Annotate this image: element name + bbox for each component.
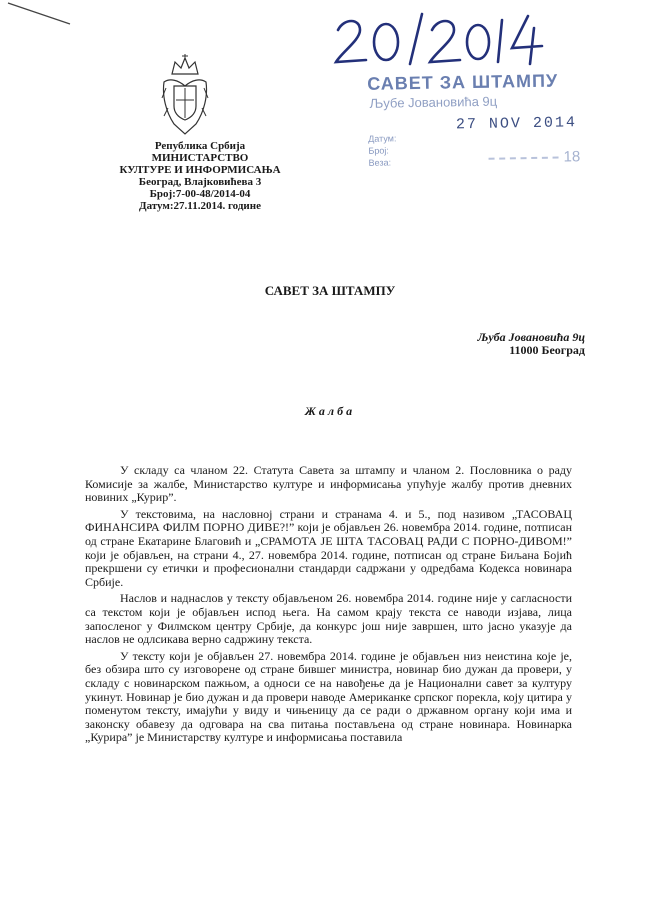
recipient-address	[415, 331, 585, 357]
ministry-header	[100, 140, 300, 212]
pen-mark	[0, 0, 80, 40]
header-reference-number: Број:7-00-48/2014-04	[149, 188, 251, 200]
coat-of-arms-icon	[160, 52, 210, 138]
paragraph: У текстовима, на насловној страни и странама 4. и 5., под називом „ТАСОВАЦ ФИНАНСИРА ФИЛМ ПОРНО ДИВЕ?!” који је објављен 26. новембра 2014. године, потписан од стране Екатарине Благовић и „СРАМОТА ЈЕ ШТА ТАСОВАЦ РАДИ С ПОРНО-ДИВОМ!” који је објављен, на страни 4., 27. новембра 2014. године, потписан од стране Биљана Бојић прекршени су етички и професионални стандарди садржани у одредбама Кодекса новинара Србије.	[85, 506, 572, 589]
address-city: 11000 Београд	[509, 343, 585, 357]
header-country: Република Србија	[154, 140, 246, 152]
stamp-number: 18	[563, 148, 581, 166]
recipient-name: САВЕТ ЗА ШТАМПУ	[264, 283, 396, 298]
header-address: Београд, Влајковићева 3	[138, 176, 262, 188]
stamp-dash-line	[489, 157, 559, 160]
complaint-body	[85, 464, 572, 748]
stamp-date-label: Датум:	[368, 133, 397, 144]
stamp-date: 27 NOV 2014	[455, 114, 578, 134]
header-date: Датум:27.11.2014. године	[139, 200, 261, 212]
paragraph: У тексту који је објављен 27. новембра 2014. године је објављен низ неистина које је, без обзира што су изговорене од стране бившег министра, новинар био дужан да провери, у складу с новинарском пажњом, а односи се на навођење да је Национални савет за културу укинут. Новинар је био дужан и да провери наводе Американке српског порекла, коју цитира у поменутом тексту, имајући у виду и чињеницу да се ради о државном органу који има и законску обавезу да одговара на сва питања постављена од стране новинара. Новинарка „Курира” је Министарству културе и информисања поставила	[85, 648, 572, 745]
stamp-link-label: Веза:	[368, 157, 392, 168]
header-ministry: МИНИСТАРСТВО	[151, 152, 249, 164]
document-title: Жалба	[304, 404, 356, 418]
header-ministry-name: КУЛТУРЕ И ИНФОРМИСАЊА	[119, 164, 281, 176]
received-stamp	[367, 70, 584, 184]
stamp-number-label: Број:	[368, 145, 389, 156]
stamp-address: Љубе Јовановића 9ц	[369, 93, 498, 111]
paragraph: У складу са чланом 22. Статута Савета за штампу и чланом 2. Пословника о раду Комисије за жалбе, Министарство културе и информисања упућује жалбу против дневних новиних „Курир”.	[85, 463, 572, 505]
address-street: Љуба Јовановића 9ц	[477, 330, 585, 344]
stamp-title: САВЕТ ЗА ШТАМПУ	[367, 70, 559, 94]
handwritten-case-number	[330, 8, 550, 68]
paragraph: Наслов и наднаслов у тексту објављеном 26. новембра 2014. године није у сагласности са текстом који је објављен испод њега. На самом крају текста се наводи изјава, лица запосленог у Филмском центру Србије, да конкурс још није завршен, што јасно указује да наслов не одлсикава верно садржину текста.	[85, 591, 572, 647]
